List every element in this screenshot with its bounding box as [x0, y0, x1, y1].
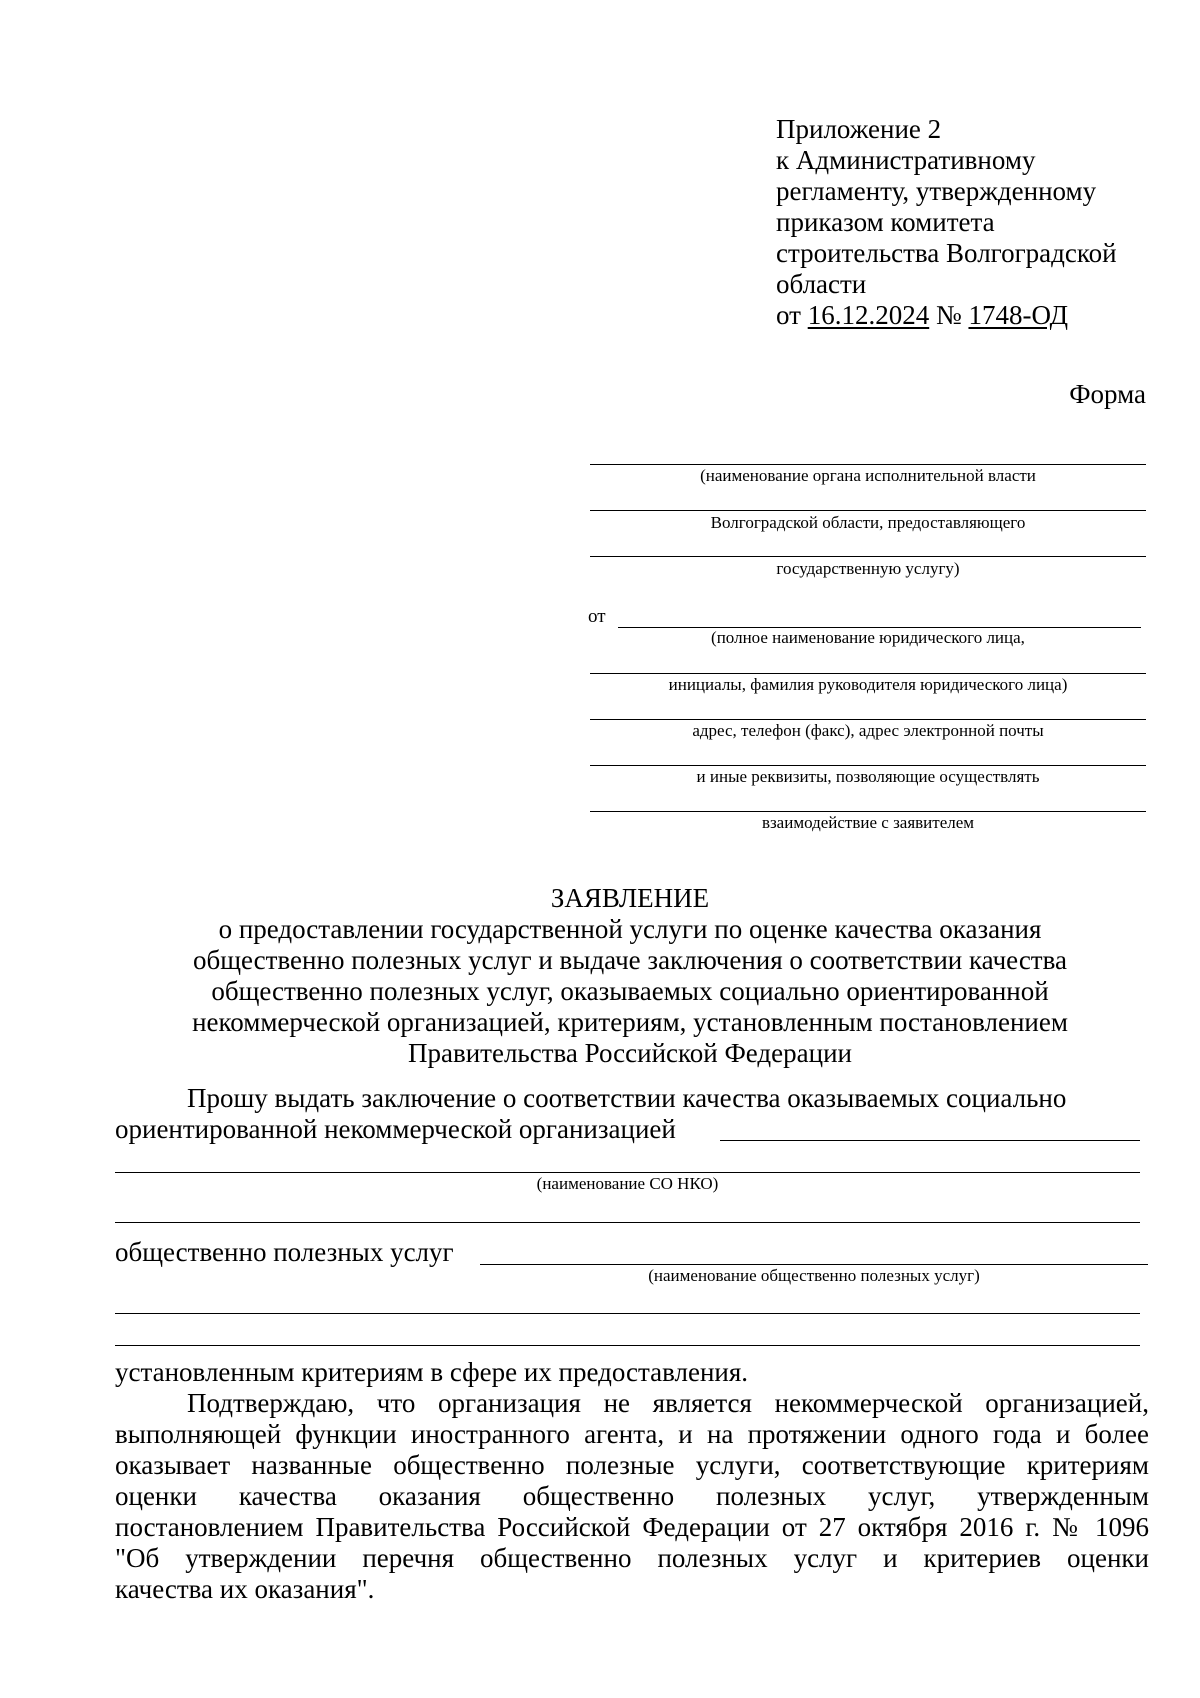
approval-block: [776, 114, 1176, 331]
from-label: от: [588, 606, 606, 627]
confirm-line: выполняющей функции иностранного агента, и на протяжении одного года и более: [115, 1419, 1149, 1449]
approval-line: регламенту, утвержденному: [776, 176, 1097, 206]
services-caption: (наименование общественно полезных услуг): [648, 1266, 980, 1285]
services-label: общественно полезных услуг: [115, 1237, 454, 1267]
approval-line: области: [776, 269, 867, 299]
nko-fill-line: [115, 1172, 1140, 1173]
nko-fill-line: [115, 1222, 1140, 1223]
confirm-line: оказывает названные общественно полезные услуги, соответствующие критериям: [115, 1450, 1149, 1480]
confirm-line: "Об утверждении перечня общественно полезных услуг и критериев оценки: [115, 1543, 1149, 1573]
recipient-caption: Волгоградской области, предоставляющего: [710, 513, 1026, 532]
title-line: о предоставлении государственной услуги по оценке качества оказания: [218, 914, 1042, 944]
from-caption: (полное наименование юридического лица,: [711, 628, 1025, 647]
from-caption: инициалы, фамилия руководителя юридического лица): [668, 675, 1068, 694]
from-line: [590, 811, 1146, 812]
title-line: Правительства Российской Федерации: [408, 1038, 852, 1068]
services-fill-line: [480, 1264, 1148, 1265]
confirm-line: постановлением Правительства Российской Федерации от 27 октября 2016 г. № 1096: [115, 1512, 1149, 1542]
request-line-1: Прошу выдать заключение о соответствии качества оказываемых социально: [187, 1083, 1067, 1113]
recipient-line: [590, 556, 1146, 557]
from-caption: взаимодействие с заявителем: [761, 813, 975, 832]
title-line: некоммерческой организацией, критериям, установленным постановлением: [192, 1007, 1068, 1037]
from-caption: и иные реквизиты, позволяющие осуществлять: [696, 767, 1040, 786]
nko-fill-line: [720, 1140, 1140, 1141]
from-line: [590, 719, 1146, 720]
approval-line: строительства Волгоградской: [776, 238, 1117, 268]
approval-line: приказом комитета: [776, 207, 995, 237]
approval-date-prefix: от: [776, 300, 801, 330]
recipient-caption: (наименование органа исполнительной власти: [700, 466, 1036, 485]
services-fill-line: [115, 1345, 1140, 1346]
approval-date: 16.12.2024: [807, 300, 930, 330]
from-line: [590, 673, 1146, 674]
approval-date-line: [776, 300, 1176, 331]
recipient-line: [590, 510, 1146, 511]
recipient-caption: государственную услугу): [776, 559, 960, 578]
request-line-2: ориентированной некоммерческой организацией: [115, 1114, 676, 1144]
document-title: [150, 883, 1110, 1069]
title-line: общественно полезных услуг, оказываемых социально ориентированной: [211, 976, 1049, 1006]
title-line: общественно полезных услуг и выдаче заключения о соответствии качества: [193, 945, 1067, 975]
confirm-line: оценки качества оказания общественно полезных услуг, утвержденным: [115, 1481, 1149, 1511]
criteria-line: установленным критериям в сфере их предоставления.: [115, 1357, 749, 1387]
title-heading: ЗАЯВЛЕНИЕ: [550, 883, 710, 913]
from-line: [590, 765, 1146, 766]
recipient-line: [590, 464, 1146, 465]
nko-caption: (наименование СО НКО): [536, 1174, 719, 1193]
confirm-line: Подтверждаю, что организация не является некоммерческой организацией,: [187, 1388, 1149, 1418]
confirm-line: качества их оказания".: [115, 1574, 375, 1604]
services-fill-line: [115, 1313, 1140, 1314]
approval-line: к Административному: [776, 145, 1036, 175]
approval-number-sign: №: [935, 300, 962, 330]
from-caption: адрес, телефон (факс), адрес электронной почты: [692, 721, 1044, 740]
form-label: Форма: [1069, 379, 1146, 409]
approval-line: Приложение 2: [776, 114, 942, 144]
approval-number: 1748-ОД: [968, 300, 1069, 330]
